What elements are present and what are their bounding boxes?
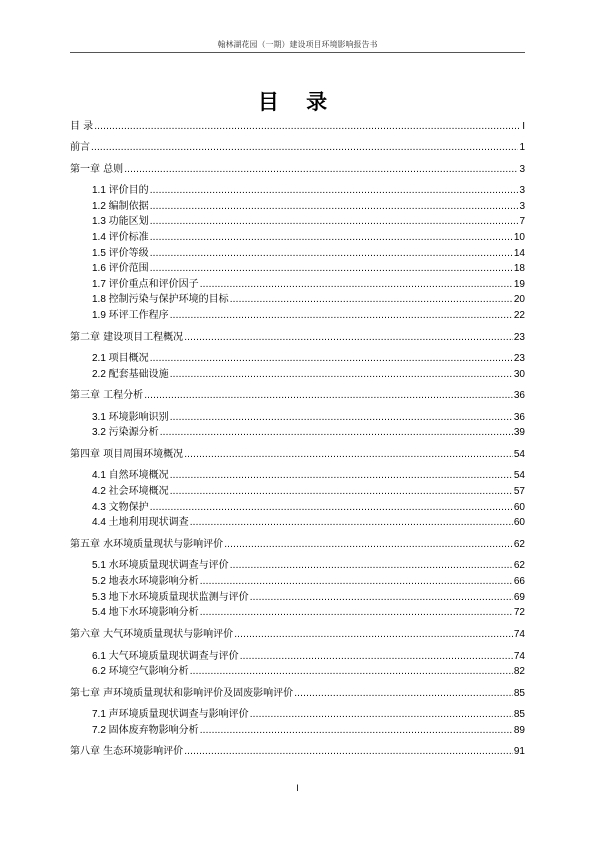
- toc-leader-dots: [150, 352, 513, 366]
- toc-entry-page: 62: [513, 560, 525, 571]
- toc-leader-dots: [184, 745, 513, 759]
- toc-leader-dots: [150, 501, 513, 515]
- toc-entry-title: 4.2 社会环境概况: [92, 486, 169, 497]
- toc-entry-page: 1: [519, 142, 525, 153]
- toc-section-entry[interactable]: [92, 278, 525, 292]
- toc-leader-dots: [91, 141, 518, 155]
- toc-section-entry[interactable]: [92, 708, 525, 722]
- toc-entry-page: 72: [513, 607, 525, 618]
- toc-section-entry[interactable]: [92, 606, 525, 620]
- toc-chapter-entry[interactable]: [70, 331, 525, 345]
- toc-entry-title: 1.6 评价范围: [92, 263, 149, 274]
- toc-entry-page: 3: [519, 185, 525, 196]
- toc-leader-dots: [200, 575, 513, 589]
- toc-entry-title: 第四章 项目周围环境概况: [70, 449, 184, 460]
- toc-entry-page: 36: [513, 390, 525, 401]
- toc-entry-title: 第五章 水环境质量现状与影响评价: [70, 539, 224, 550]
- toc-leader-dots: [150, 200, 519, 214]
- toc-leader-dots: [200, 724, 513, 738]
- toc-section-entry[interactable]: [92, 231, 525, 245]
- toc-leader-dots: [150, 215, 519, 229]
- toc-entry-page: 7: [519, 216, 525, 227]
- toc-chapter-entry[interactable]: [70, 538, 525, 552]
- toc-entry-page: 74: [513, 651, 525, 662]
- toc-entry-title: 2.2 配套基础设施: [92, 369, 169, 380]
- toc-section-entry[interactable]: [92, 501, 525, 515]
- toc-entry-title: 7.1 声环境质量现状调查与影响评价: [92, 709, 249, 720]
- toc-leader-dots: [170, 485, 513, 499]
- toc-entry-page: 91: [513, 746, 525, 757]
- toc-entry-title: 1.1 评价目的: [92, 185, 149, 196]
- toc-section-entry[interactable]: [92, 309, 525, 323]
- header-text: 翰林湖花园（一期）建设项目环境影响报告书: [217, 40, 378, 49]
- toc-entry-title: 7.2 固体废弃物影响分析: [92, 725, 199, 736]
- toc-section-entry[interactable]: [92, 469, 525, 483]
- toc-leader-dots: [200, 278, 513, 292]
- toc-entry-page: 30: [513, 369, 525, 380]
- toc-section-entry[interactable]: [92, 665, 525, 679]
- toc-entry-title: 第七章 声环境质量现状和影响评价及固废影响评价: [70, 688, 294, 699]
- toc-entry-title: 6.2 环境空气影响分析: [92, 666, 189, 677]
- toc-entry-title: 5.3 地下水环境质量现状监测与评价: [92, 592, 249, 603]
- toc-section-entry[interactable]: [92, 559, 525, 573]
- toc-chapter-entry[interactable]: [70, 141, 525, 155]
- toc-leader-dots: [160, 426, 513, 440]
- toc-section-entry[interactable]: [92, 215, 525, 229]
- toc-leader-dots: [190, 516, 513, 530]
- toc-entry-title: 第三章 工程分析: [70, 390, 144, 401]
- toc-entry-page: 82: [513, 666, 525, 677]
- toc-entry-title: 1.2 编制依据: [92, 201, 149, 212]
- toc-entry-page: 62: [513, 539, 525, 550]
- toc-leader-dots: [184, 448, 513, 462]
- toc-entry-page: 54: [513, 470, 525, 481]
- toc-section-entry[interactable]: [92, 368, 525, 382]
- toc-entry-title: 3.1 环境影响识别: [92, 412, 169, 423]
- toc-entry-title: 6.1 大气环境质量现状调查与评价: [92, 651, 239, 662]
- toc-leader-dots: [150, 247, 513, 261]
- toc-entry-title: 1.8 控制污染与保护环境的目标: [92, 294, 229, 305]
- toc-leader-dots: [150, 262, 513, 276]
- toc-section-entry[interactable]: [92, 591, 525, 605]
- toc-entry-page: 39: [513, 427, 525, 438]
- toc-chapter-entry[interactable]: [70, 745, 525, 759]
- toc-leader-dots: [294, 687, 513, 701]
- toc-entry-title: 目 录: [70, 121, 94, 132]
- toc-entry-page: 69: [513, 592, 525, 603]
- toc-entry-page: 85: [513, 709, 525, 720]
- toc-entry-page: 10: [513, 232, 525, 243]
- toc-entry-page: 89: [513, 725, 525, 736]
- toc-entry-title: 3.2 污染源分析: [92, 427, 159, 438]
- toc-leader-dots: [170, 368, 513, 382]
- toc-entry-page: 20: [513, 294, 525, 305]
- toc-section-entry[interactable]: [92, 650, 525, 664]
- toc-chapter-entry[interactable]: [70, 389, 525, 403]
- toc-entry-page: 14: [513, 248, 525, 259]
- toc-section-entry[interactable]: [92, 411, 525, 425]
- toc-leader-dots: [150, 231, 513, 245]
- toc-entry-page: 85: [513, 688, 525, 699]
- toc-leader-dots: [200, 606, 513, 620]
- toc-section-entry[interactable]: [92, 352, 525, 366]
- toc-entry-page: 18: [513, 263, 525, 274]
- toc-entry-title: 5.4 地下水环境影响分析: [92, 607, 199, 618]
- toc-entry-page: 54: [513, 449, 525, 460]
- toc-section-entry[interactable]: [92, 724, 525, 738]
- toc-leader-dots: [250, 591, 513, 605]
- toc-chapter-entry[interactable]: [70, 687, 525, 701]
- toc-chapter-entry[interactable]: [70, 448, 525, 462]
- toc-entry-title: 4.1 自然环境概况: [92, 470, 169, 481]
- toc-entry-title: 1.9 环评工作程序: [92, 310, 169, 321]
- toc-entry-page: 23: [513, 353, 525, 364]
- toc-leader-dots: [240, 650, 513, 664]
- toc-entry-page: 36: [513, 412, 525, 423]
- toc-entry-title: 第一章 总则: [70, 164, 124, 175]
- toc-entry-title: 前言: [70, 142, 90, 153]
- toc-leader-dots: [230, 559, 513, 573]
- toc-entry-page: 60: [513, 517, 525, 528]
- toc-entry-page: 19: [513, 279, 525, 290]
- toc-entry-title: 1.4 评价标准: [92, 232, 149, 243]
- toc-entry-title: 5.2 地表水环境影响分析: [92, 576, 199, 587]
- toc-entry-page: 74: [513, 629, 525, 640]
- toc-leader-dots: [170, 469, 513, 483]
- toc-entry-title: 5.1 水环境质量现状调查与评价: [92, 560, 229, 571]
- toc-chapter-entry[interactable]: [70, 120, 525, 134]
- toc-section-entry[interactable]: [92, 262, 525, 276]
- toc-leader-dots: [170, 309, 513, 323]
- toc-leader-dots: [94, 120, 521, 134]
- toc-entry-page: 23: [513, 332, 525, 343]
- toc-entry-title: 1.5 评价等级: [92, 248, 149, 259]
- toc-section-entry[interactable]: [92, 426, 525, 440]
- toc-leader-dots: [170, 411, 513, 425]
- toc-entry-title: 2.1 项目概况: [92, 353, 149, 364]
- toc-leader-dots: [190, 665, 513, 679]
- toc-leader-dots: [230, 293, 513, 307]
- toc-section-entry[interactable]: [92, 247, 525, 261]
- toc-section-entry[interactable]: [92, 485, 525, 499]
- toc-section-entry[interactable]: [92, 200, 525, 214]
- toc-leader-dots: [184, 331, 513, 345]
- toc-entry-page: I: [522, 121, 525, 132]
- toc-leader-dots: [150, 184, 519, 198]
- toc-entry-title: 1.7 评价重点和评价因子: [92, 279, 199, 290]
- toc-entry-title: 4.3 文物保护: [92, 502, 149, 513]
- toc-section-entry[interactable]: [92, 575, 525, 589]
- toc-section-entry[interactable]: [92, 184, 525, 198]
- toc-entry-page: 3: [519, 164, 525, 175]
- toc-entry-page: 22: [513, 310, 525, 321]
- toc-entry-title: 第八章 生态环境影响评价: [70, 746, 184, 757]
- toc-entry-title: 第二章 建设项目工程概况: [70, 332, 184, 343]
- toc-chapter-entry[interactable]: [70, 628, 525, 642]
- toc-entry-title: 4.4 土地利用现状调查: [92, 517, 189, 528]
- toc-section-entry[interactable]: [92, 516, 525, 530]
- page-title: 目 录: [257, 89, 338, 114]
- toc-leader-dots: [224, 538, 513, 552]
- toc-leader-dots: [250, 708, 513, 722]
- toc-entry-title: 1.3 功能区划: [92, 216, 149, 227]
- toc-section-entry[interactable]: [92, 293, 525, 307]
- page-number: I: [296, 783, 299, 793]
- toc-entry-page: 3: [519, 201, 525, 212]
- toc-leader-dots: [144, 389, 513, 403]
- toc-entry-page: 57: [513, 486, 525, 497]
- toc-leader-dots: [124, 163, 518, 177]
- toc-entry-title: 第六章 大气环境质量现状与影响评价: [70, 629, 234, 640]
- toc-entry-page: 66: [513, 576, 525, 587]
- toc-chapter-entry[interactable]: [70, 163, 525, 177]
- toc-leader-dots: [234, 628, 513, 642]
- toc-entry-page: 60: [513, 502, 525, 513]
